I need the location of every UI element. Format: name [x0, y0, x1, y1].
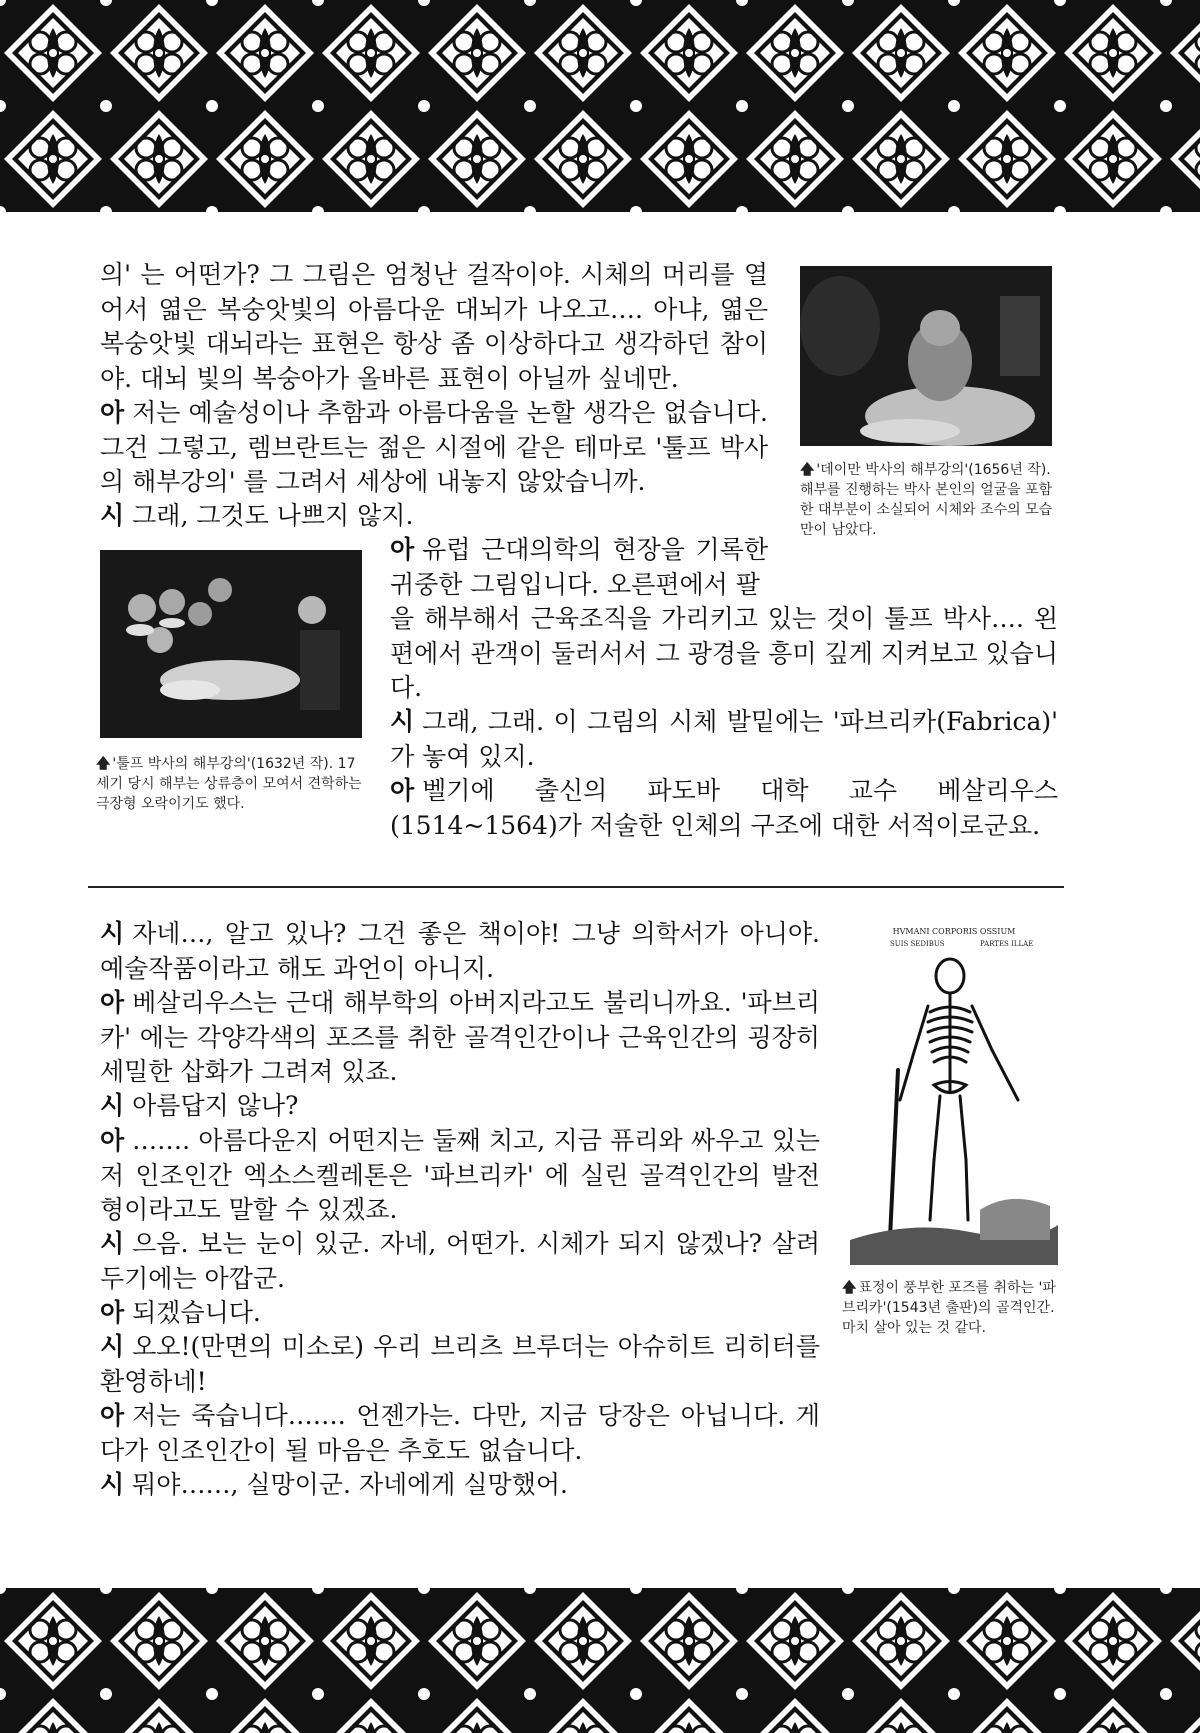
speaker-label: 시	[100, 1332, 125, 1361]
speaker-label: 시	[100, 1229, 125, 1258]
dialogue-paragraph: 아 ……. 아름다운지 어떤지는 둘째 치고, 지금 퓨리와 싸우고 있는 저 인조인간 엑소스켈레톤은 '파브리카' 에 실린 골격인간의 발전형이라고도 말할 수 있겠죠.	[100, 1126, 820, 1224]
dialogue-paragraph: 시 아름답지 않나?	[100, 1091, 299, 1120]
image-caption: 🡅 표정이 풍부한 포즈를 취하는 '파브리카'(1543년 출판)의 골격인간. 마치 살아 있는 것 같다.	[842, 1280, 1056, 1336]
dialogue-paragraph: 아 유럽 근대의학의 현장을 기록한 귀중한 그림입니다. 오른편에서 팔	[390, 535, 768, 599]
section-divider	[88, 886, 1064, 888]
speaker-label: 아	[100, 398, 125, 427]
image-caption: 🡅 '데이만 박사의 해부강의'(1656년 작). 해부를 진행하는 박사 본인의 얼굴을 포함한 대부분이 소실되어 시체와 조수의 모습만이 남았다.	[800, 462, 1053, 538]
speaker-label: 아	[390, 535, 415, 564]
dialogue-paragraph: 아 저는 예술성이나 추함과 아름다움을 논할 생각은 없습니다. 그건 그렇고, 렘브란트는 젊은 시절에 같은 테마로 '툴프 박사의 해부강의' 를 그려서 세상에 내놓지 않았습니까.	[100, 398, 768, 496]
up-arrow-icon: 🡅	[842, 1280, 857, 1296]
speaker-label: 아	[100, 1401, 125, 1430]
image-caption: 🡅 '툴프 박사의 해부강의'(1632년 작). 17세기 당시 해부는 상류층이 모여서 견학하는 극장형 오락이기도 했다.	[96, 756, 362, 812]
fabrica-skeleton-illustration	[850, 920, 1058, 1265]
dialogue-paragraph: 을 해부해서 근육조직을 가리키고 있는 것이 툴프 박사…. 왼편에서 관객이 둘러서서 그 광경을 흥미 깊게 지켜보고 있습니다.	[390, 604, 1058, 702]
speaker-label: 아	[100, 1298, 125, 1327]
up-arrow-icon: 🡅	[800, 462, 815, 478]
speaker-label: 시	[100, 1470, 125, 1499]
dialogue-paragraph: 아 베살리우스는 근대 해부학의 아버지라고도 불리니까요. '파브리카' 에는 각양각색의 포즈를 취한 골격인간이나 근육인간의 굉장히 세밀한 삽화가 그려져 있죠.	[100, 988, 820, 1086]
speaker-label: 아	[100, 988, 125, 1017]
ornamental-border-top	[0, 0, 1200, 212]
dialogue-paragraph: 시 자네…, 알고 있나? 그건 좋은 책이야! 그냥 의학서가 아니야. 예술작품이라고 해도 과언이 아니지.	[100, 919, 820, 983]
dialogue-paragraph: 시 오오!(만면의 미소로) 우리 브리츠 브루더는 아슈히트 리히터를 환영하네!	[100, 1332, 820, 1396]
speaker-label: 시	[100, 919, 125, 948]
tulp-anatomy-painting	[100, 550, 362, 738]
plate-lettering: SUIS SEDIBUS	[890, 940, 945, 948]
plate-lettering: HVMANI CORPORIS OSSIUM	[892, 927, 1016, 936]
deyman-anatomy-painting	[800, 266, 1052, 446]
speaker-label: 시	[390, 707, 415, 736]
dialogue-paragraph: 시 뭐야……, 실망이군. 자네에게 실망했어.	[100, 1470, 568, 1499]
dialogue-paragraph: 의' 는 어떤가? 그 그림은 엄청난 걸작이야. 시체의 머리를 열어서 엷은 복숭앗빛의 아름다운 대뇌가 나오고…. 아냐, 엷은 복숭앗빛 대뇌라는 표현은 항상 좀 이상하다고 생각하던 참이야. 대뇌 빛의 복숭아가 올바른 표현이 아닐까 싶네만.	[100, 260, 768, 393]
speaker-label: 아	[100, 1126, 125, 1155]
speaker-label: 시	[100, 1091, 125, 1120]
dialogue-paragraph: 아 벨기에 출신의 파도바 대학 교수 베살리우스(1514~1564)가 저술한 인체의 구조에 대한 서적이로군요.	[390, 776, 1058, 840]
dialogue-paragraph: 시 으음. 보는 눈이 있군. 자네, 어떤가. 시체가 되지 않겠나? 살려두기에는 아깝군.	[100, 1229, 820, 1293]
dialogue-paragraph: 시 그래, 그것도 나쁘지 않지.	[100, 501, 414, 530]
plate-lettering: PARTES ILLAE	[980, 940, 1034, 948]
ornamental-border-bottom	[0, 1588, 1200, 1733]
damask-diamond-pattern	[0, 1588, 1200, 1733]
dialogue-paragraph: 시 그래, 그래. 이 그림의 시체 발밑에는 '파브리카(Fabrica)' 가 놓여 있지.	[390, 707, 1058, 771]
dialogue-paragraph: 아 저는 죽습니다……. 언젠가는. 다만, 지금 당장은 아닙니다. 게다가 인조인간이 될 마음은 추호도 없습니다.	[100, 1401, 820, 1465]
up-arrow-icon: 🡅	[96, 756, 111, 772]
speaker-label: 시	[100, 501, 125, 530]
dialogue-paragraph: 아 되겠습니다.	[100, 1298, 261, 1327]
speaker-label: 아	[390, 776, 415, 805]
damask-diamond-pattern	[0, 0, 1200, 212]
